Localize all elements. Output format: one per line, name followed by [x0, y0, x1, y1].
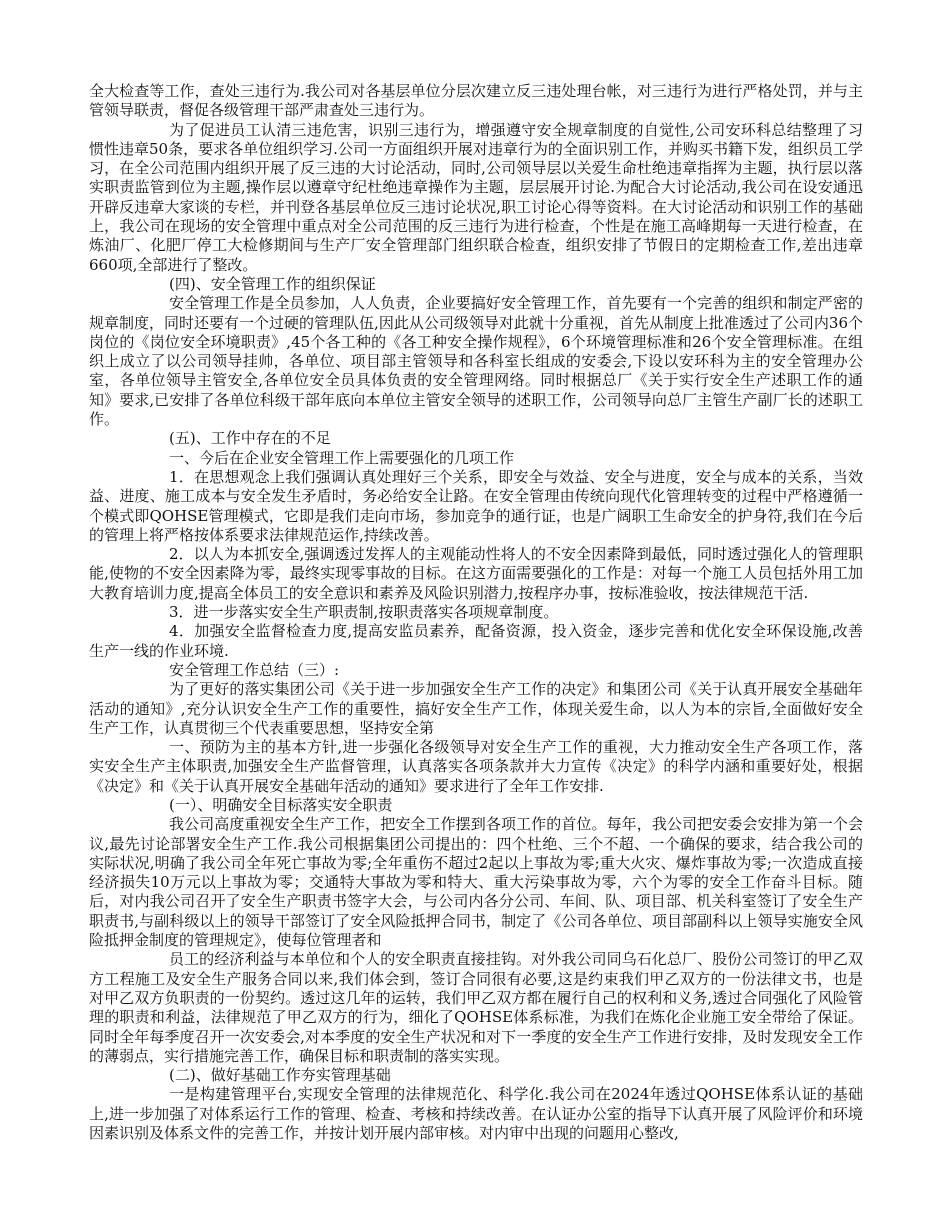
section-heading: (五)、工作中存在的不足: [169, 429, 331, 448]
paragraph: 全大检查等工作，查处三违行为.我公司对各基层单位分层次建立反三违处理台帐，对三违行为进行严格处罚，并与主管领导联责，督促各级管理干部严肃查处三违行为。: [89, 82, 863, 120]
paragraph: 安全管理工作是全员参加，人人负责，企业要搞好安全管理工作，首先要有一个完善的组织和制定严密的规章制度，同时还要有一个过硬的管理队伍,因此从公司级领导对此就十分重视，首先从制度上批准透过了公司内36个岗位的《岗位安全环境职责》,45个各工种的《各工种安全操作规程》，6个环境管理标准和26个安全管理标准。在组织上成立了以公司领导挂帅，各单位、项目部主管领导和各科室长组成的安委会,下设以安环科为主的安全管理办公室，各单位领导主管安全,各单位安全员具体负责的安全管理网络。同时根据总厂《关于实行安全生产述职工作的通知》要求,已安排了各单位科级干部年底向本单位主管安全领导的述职工作，公司领导向总厂主管生产副厂长的述职工作。: [89, 294, 863, 429]
paragraph: 一、预防为主的基本方针,进一步强化各级领导对安全生产工作的重视，大力推动安全生产各项工作，落实安全生产主体职责,加强安全生产监督管理，认真落实各项条款并大力宣传《决定》的科学内涵和重要好处，根据《决定》和《关于认真开展安全基础年活动的通知》要求进行了全年工作安排.: [89, 738, 863, 795]
paragraph: 为了更好的落实集团公司《关于进一步加强安全生产工作的决定》和集团公司《关于认真开展安全基础年活动的通知》,充分认识安全生产工作的重要性，搞好安全生产工作，体现关爱生命，以人为本的宗旨,全面做好安全生产工作，认真贯彻三个代表重要思想，坚持安全第: [89, 680, 863, 737]
list-item: 3．进一步落实安全生产职责制,按职责落实各项规章制度。: [169, 603, 559, 622]
list-item: 4．加强安全监督检查力度,提高安监员素养，配备资源，投入资金，逐步完善和优化安全环保设施,改善生产一线的作业环境.: [89, 622, 863, 660]
list-item: 1．在思想观念上我们强调认真处理好三个关系，即安全与效益、安全与进度，安全与成本的关系，当效益、进度、施工成本与安全发生矛盾时，务必给安全让路。在安全管理由传统向现代化管理转变的过程中严格遵循一个模式即QOHSE管理模式，它即是我们走向市场，参加竞争的通行证，也是广阔职工生命安全的护身符,我们在今后的管理上将严格按体系要求法律规范运作,持续改善。: [89, 467, 863, 544]
section-heading: (二)、做好基础工作夯实管理基础: [169, 1066, 391, 1085]
section-heading: (一）、明确安全目标落实安全职责: [169, 795, 393, 814]
list-item: 2．以人为本抓安全,强调透过发挥人的主观能动性将人的不安全因素降到最低，同时透过强化人的管理职能,使物的不安全因素降为零，最终实现零事故的目标。在这方面需要强化的工作是：对每一个施工人员包括外用工加大教育培训力度,提高全体员工的安全意识和素养及风险识别潜力,按程序办事，按标准验收，按法律规范干活.: [89, 545, 863, 602]
paragraph: 为了促进员工认清三违危害，识别三违行为，增强遵守安全规章制度的自觉性,公司安环科总结整理了习惯性违章50条，要求各单位组织学习.公司一方面组织开展对违章行为的全面识别工作，并购买书籍下发，组织员工学习，在全公司范围内组织开展了反三违的大讨论活动，同时,公司领导层以关爱生命杜绝违章指挥为主题，执行层以落实职责监管到位为主题,操作层以遵章守纪杜绝违章操作为主题，层层展开讨论.为配合大讨论活动,我公司在设安通迅开辟反违章大家谈的专栏，并刊登各基层单位反三违讨论状况,职工讨论心得等资料。在大讨论活动和识别工作的基础上，我公司在现场的安全管理中重点对全公司范围的反三违行为进行检查，个性是在施工高峰期每一天进行检查，在炼油厂、化肥厂停工大检修期间与生产厂安全管理部门组织联合检查，组织安排了节假日的定期检查工作,差出违章660项,全部进行了整改。: [89, 120, 863, 274]
paragraph: 员工的经济利益与本单位和个人的安全职责直接挂钩。对外我公司同乌石化总厂、股份公司签订的甲乙双方工程施工及安全生产服务合同以来,我们体会到，签订合同很有必要,这是约束我们甲乙双方的一份法律文书，也是对甲乙双方负职责的一份契约。透过这几年的运转，我们甲乙双方都在履行自己的权利和义务,透过合同强化了风险管理的职责和利益，法律规范了甲乙双方的行为，细化了QOHSE体系标准，为我们在炼化企业施工安全带给了保证。同时全年每季度召开一次安委会,对本季度的安全生产状况和对下一季度的安全生产工作进行安排，及时发现安全工作的薄弱点，实行措施完善工作，确保目标和职责制的落实实现。: [89, 950, 863, 1065]
section-heading: (四)、安全管理工作的组织保证: [169, 274, 376, 293]
paragraph: 一是构建管理平台,实现安全管理的法律规范化、科学化.我公司在2024年透过QOHSE体系认证的基础上,进一步加强了对体系运行工作的管理、检查、考核和持续改善。在认证办公室的指导下认真开展了风险评价和环境因素识别及体系文件的完善工作，并按计划开展内部审核。对内审中出现的问题用心整改,: [89, 1085, 863, 1143]
document-body: [89, 82, 863, 1143]
section-heading: 一、今后在企业安全管理工作上需要强化的几项工作: [169, 448, 515, 467]
section-heading: 安全管理工作总结（三）:: [169, 660, 340, 679]
paragraph: 我公司高度重视安全生产工作，把安全工作摆到各项工作的首位。每年，我公司把安委会安排为第一个会议,最先讨论部署安全生产工作.我公司根据集团公司提出的：四个杜绝、三个不超、一个确保的要求，结合我公司的实际状况,明确了我公司全年死亡事故为零;全年重伤不超过2起以上事故为零;重大火灾、爆炸事故为零;一次造成直接经济损失10万元以上事故为零；交通特大事故为零和特大、重大污染事故为零，六个为零的安全工作奋斗目标。随后，对内我公司召开了安全生产职责书签字大会，与公司内各分公司、车间、队、项目部、机关科室签订了安全生产职责书,与副科级以上的领导干部签订了安全风险抵押合同书，制定了《公司各单位、项目部副科以上领导实施安全风险抵押金制度的管理规定》，使每位管理者和: [89, 815, 863, 950]
